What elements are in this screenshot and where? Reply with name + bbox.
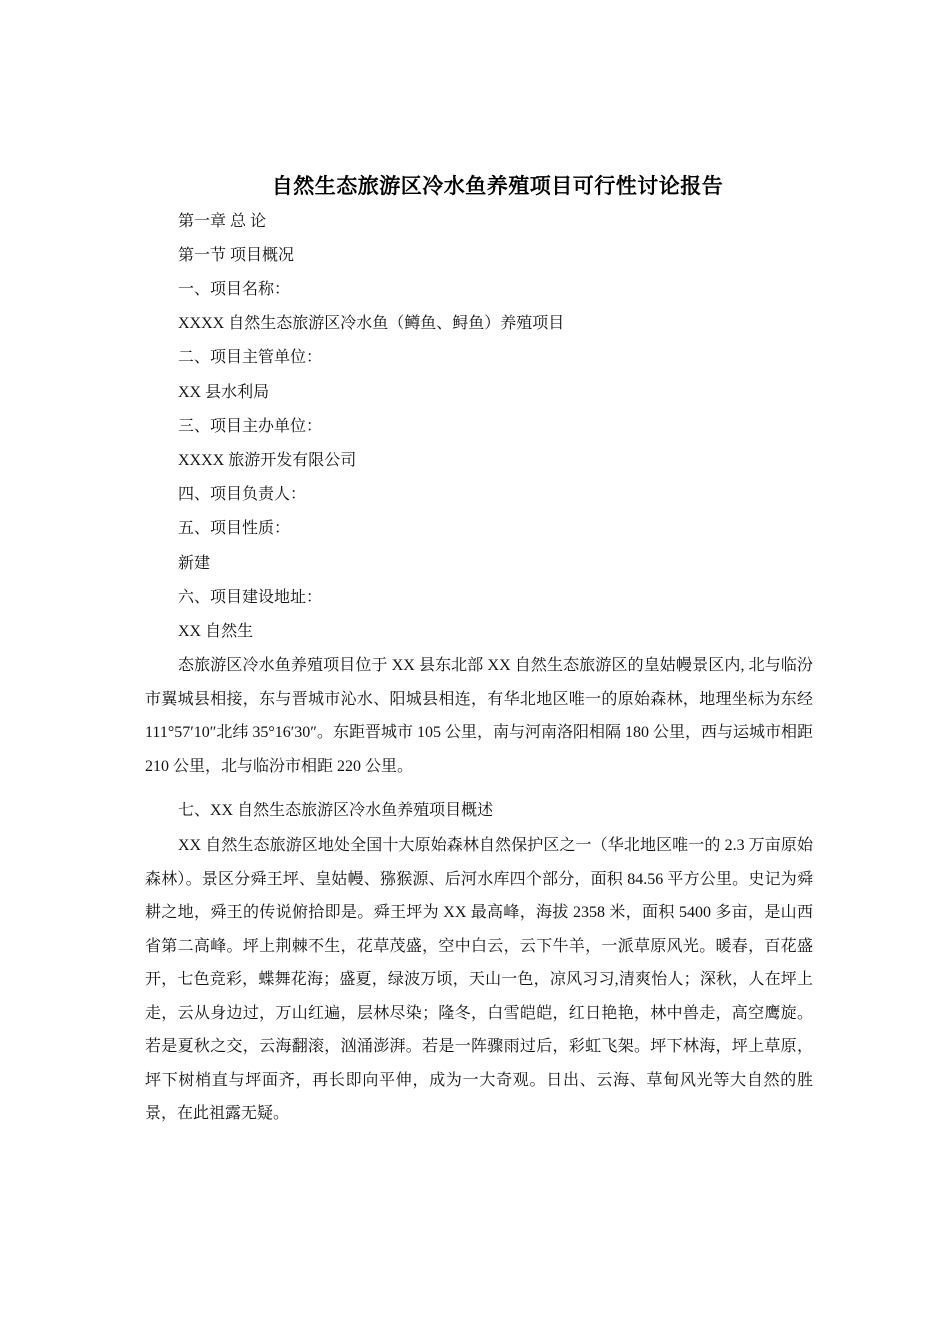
item-supervisor-value: XX 县水利局 [178, 384, 270, 401]
section-heading: 第一节 项目概况 [178, 247, 295, 264]
item-sponsor-label: 三、项目主办单位： [178, 418, 323, 435]
item-nature-value: 新建 [178, 555, 211, 572]
chapter-heading: 第一章 总 论 [178, 213, 267, 230]
item-supervisor-label: 二、项目主管单位： [178, 349, 323, 366]
item-leader-label: 四、项目负责人： [178, 486, 307, 503]
item-sponsor-value: XXXX 旅游开发有限公司 [178, 452, 357, 469]
item-project-name-label: 一、项目名称： [178, 281, 291, 298]
item-address-label: 六、项目建设地址： [178, 589, 323, 606]
overview-heading: 七、XX 自然生态旅游区冷水鱼养殖项目概述 [178, 802, 494, 819]
location-paragraph: 态旅游区冷水鱼养殖项目位于 XX 县东北部 XX 自然生态旅游区的皇姑幔景区内, 北与临汾市翼城县相接，东与晋城市沁水、阳城县相连，有华北地区唯一的原始森林，地理坐标为东经 111°57′10″北纬 35°16′30″。东距晋城市 105 公里，南与河南洛阳相隔 180 公里，西与运城市相距 210 公里，北与临汾市相距 220 公里。 [145, 657, 813, 775]
item-address-value: XX 自然生 [178, 623, 254, 640]
item-project-name-value: XXXX 自然生态旅游区冷水鱼（鳟鱼、鲟鱼）养殖项目 [178, 315, 565, 332]
overview-paragraph: XX 自然生态旅游区地处全国十大原始森林自然保护区之一（华北地区唯一的 2.3 万亩原始森林）。景区分舜王坪、皇姑幔、猕猴源、后河水库四个部分，面积 84.56 平方公里。史记为舜耕之地，舜王的传说俯拾即是。舜王坪为 XX 最高峰，海拔 2358 米，面积 5400 多亩，是山西省第二高峰。坪上荆棘不生，花草茂盛，空中白云，云下牛羊，一派草原风光。暖春，百花盛开，七色竞彩，蝶舞花海；盛夏，绿波万顷，天山一色，凉风习习,清爽怡人；深秋，人在坪上走，云从身边过，万山红遍，层林尽染；隆冬，白雪皑皑，红日艳艳，林中兽走，高空鹰旋。若是夏秋之交，云海翻滚，汹涌澎湃。若是一阵骤雨过后，彩虹飞架。坪下林海，坪上草原，坪下树梢直与坪面齐，再长即向平伸，成为一大奇观。日出、云海、草甸风光等大自然的胜景，在此祖露无疑。 [145, 837, 813, 1122]
item-nature-label: 五、项目性质： [178, 520, 291, 537]
document-title: 自然生态旅游区冷水鱼养殖项目可行性讨论报告 [271, 174, 724, 198]
